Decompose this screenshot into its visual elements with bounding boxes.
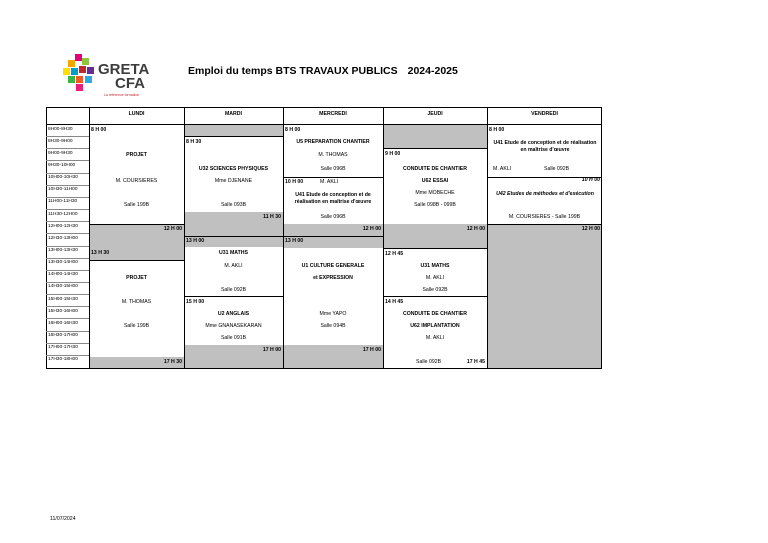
mercredi-pm-end: 17 H 00 — [362, 347, 381, 353]
jeudi-pm2-teacher: M. AKLI — [425, 335, 445, 341]
jeudi-pm2-end: 17 H 45 — [466, 359, 485, 365]
day-header-jeudi: JEUDI — [427, 111, 443, 117]
time-row-line — [46, 221, 89, 222]
jeudi-pm-teacher: M. AKLI — [425, 275, 445, 281]
col-line-mardi — [283, 107, 284, 369]
day-header-mardi: MARDI — [224, 111, 242, 117]
jeudi-course: CONDUITE DE CHANTIER — [403, 166, 467, 172]
time-row-line — [46, 306, 89, 307]
mercredi-teacher: M. THOMAS — [318, 152, 348, 158]
time-slot-label: 11H30-12H00 — [48, 211, 78, 217]
jeudi-pm-start: 12 H 45 — [385, 251, 404, 257]
mercredi-end: 12 H 00 — [362, 226, 381, 232]
mardi-course: U32 SCIENCES PHYSIQUES — [198, 166, 269, 172]
logo-mosaic-icon — [63, 54, 94, 91]
vendredi-room: Salle 092B — [544, 166, 570, 172]
block-line — [89, 260, 184, 261]
page-title — [188, 65, 458, 77]
logo-brand-top: GRETA — [98, 61, 150, 78]
time-slot-label: 12H30-13H00 — [48, 235, 78, 241]
mercredi-mid-course: U41 Etude de conception et de réalisation en maîtrise d'œuvre — [294, 192, 372, 206]
time-row-line — [46, 294, 89, 295]
mardi-pm2-room: Salle 091B — [220, 335, 247, 341]
block-line — [184, 236, 283, 237]
jeudi-end: 12 H 00 — [466, 226, 485, 232]
block-line — [383, 248, 487, 249]
col-line-jeudi — [487, 107, 488, 369]
time-row-line — [46, 318, 89, 319]
time-slot-label: 9H30-10H00 — [48, 162, 76, 168]
time-slot-label: 11H00-11H30 — [48, 199, 78, 205]
lundi-room: Salle 199B — [123, 202, 150, 208]
vendredi-course: U41 Etude de conception et de réalisation en maîtrise d'œuvre — [493, 140, 597, 154]
lundi-pm-start: 13 H 30 — [91, 250, 110, 256]
block-line — [184, 296, 283, 297]
greta-cfa-logo — [58, 50, 158, 100]
time-slot-label: 8H00-8H30 — [48, 126, 73, 132]
time-slot-label: 13H00-13H30 — [48, 248, 78, 253]
time-row-line — [46, 148, 89, 149]
jeudi-pm2-start: 14 H 45 — [385, 299, 404, 305]
time-row-line — [46, 233, 89, 234]
lundi-pm-teacher: M. THOMAS — [121, 299, 152, 305]
jeudi-course2: U62 ESSAI — [421, 178, 449, 184]
jeudi-room: Salle 098B - 099B — [414, 202, 456, 208]
mardi-pm2-teacher: Mme GNANASEKARAN — [205, 323, 262, 329]
vendredi-start: 8 H 00 — [489, 127, 505, 133]
mercredi-room: Salle 096B — [320, 166, 346, 172]
time-row-line — [46, 185, 89, 186]
timetable — [46, 107, 602, 369]
mardi-teacher: Mme DJENANE — [214, 178, 253, 184]
header-line — [46, 124, 602, 125]
vendredi-mid-course: U42 Etudes de méthodes et d'exécution — [496, 191, 594, 197]
col-line-mercredi — [383, 107, 384, 369]
time-slot-label: 8H30-9H00 — [48, 138, 73, 144]
jeudi-start: 9 H 00 — [385, 151, 401, 157]
lundi-end: 12 H 00 — [163, 226, 182, 232]
col-line-time — [89, 107, 90, 369]
mardi-pm-start: 13 H 00 — [186, 238, 205, 244]
jeudi-teacher: Mme MOBECHE — [415, 190, 455, 196]
time-row-line — [46, 136, 89, 137]
time-slot-label: 15H30-16H00 — [48, 308, 78, 314]
mercredi-start: 8 H 00 — [285, 127, 301, 133]
lundi-teacher: M. COURSIERES — [115, 178, 158, 184]
mardi-pm-course: U31 MATHS — [218, 250, 248, 256]
time-slot-label: 16H30-17H00 — [48, 333, 78, 339]
vendredi-mid-start: 10 H 00 — [581, 177, 600, 183]
col-line-lundi — [184, 107, 185, 369]
time-row-line — [46, 160, 89, 161]
block-line — [283, 177, 383, 178]
time-slot-label: 14H30-15H00 — [48, 284, 78, 290]
time-slot-label: 17H30-18H00 — [48, 357, 78, 363]
time-slot-label: 14H00-14H30 — [48, 272, 78, 278]
time-row-line — [46, 258, 89, 259]
mardi-pm-room: Salle 092B — [220, 287, 247, 293]
block-line — [487, 224, 602, 225]
day-header-vendredi: VENDREDI — [531, 111, 558, 117]
jeudi-pm-course: U31 MATHS — [420, 263, 450, 269]
time-slot-label: 16H00-16H30 — [48, 320, 78, 326]
time-row-line — [46, 331, 89, 332]
jeudi-pm-room: Salle 092B — [422, 287, 448, 293]
mercredi-pm-course2: et EXPRESSION — [313, 275, 353, 281]
time-slot-label: 12H00-12H30 — [48, 223, 78, 229]
day-header-lundi: LUNDI — [128, 111, 145, 117]
mardi-start: 8 H 30 — [186, 139, 202, 145]
title-text: Emploi du temps BTS TRAVAUX PUBLICS — [188, 65, 398, 77]
time-row-line — [46, 270, 89, 271]
block-line — [89, 224, 184, 225]
time-row-line — [46, 355, 89, 356]
time-row-line — [46, 246, 89, 247]
lundi-pm-room: Salle 199B — [123, 323, 150, 329]
title-year: 2024-2025 — [407, 65, 458, 77]
jeudi-pm2-course2: U62 IMPLANTATION — [410, 323, 460, 329]
block-line — [283, 236, 383, 237]
mardi-room: Salle 093B — [220, 202, 247, 208]
time-row-line — [46, 197, 89, 198]
mardi-pm2-start: 15 H 00 — [186, 299, 205, 305]
vendredi-end: 12 H 00 — [581, 226, 600, 232]
logo-brand-bottom: CFA — [115, 75, 145, 92]
jeudi-pm2-room: Salle 092B — [416, 359, 442, 365]
block-line — [383, 148, 487, 149]
time-slot-label: 9H00-9H30 — [48, 150, 73, 156]
time-row-line — [46, 209, 89, 210]
time-slot-label: 10H00-10H30 — [48, 175, 78, 181]
mercredi-mid-start: 10 H 00 — [285, 179, 304, 185]
mercredi-pm-teacher: Mme YAPO — [319, 311, 347, 317]
time-slot-label: 10H30-11H00 — [48, 187, 78, 193]
mardi-pm2-end: 17 H 00 — [262, 347, 281, 353]
mardi-pm-teacher: M. AKLI — [224, 263, 243, 269]
time-slot-label: 13H30-14H00 — [48, 260, 78, 266]
mercredi-mid-teacher: M. AKLI — [320, 179, 339, 185]
jeudi-pm2-course: CONDUITE DE CHANTIER — [403, 311, 467, 317]
block-line — [184, 136, 283, 137]
lundi-course: PROJET — [126, 152, 147, 158]
vendredi-mid-teacher-room: M. COURSIERES - Salle 199B — [508, 214, 581, 220]
mercredi-pm-course: U1 CULTURE GENERALE — [301, 263, 365, 269]
lundi-pm-course: PROJET — [126, 275, 147, 281]
logo-tagline: La référence formation — [104, 93, 140, 97]
mercredi-mid-room: Salle 096B — [320, 214, 346, 220]
mardi-pm2-course: U2 ANGLAIS — [217, 311, 250, 317]
mercredi-pm-room: Salle 094B — [320, 323, 346, 329]
mardi-end: 11 H 30 — [263, 214, 281, 220]
block-line — [383, 296, 487, 297]
mercredi-pm-start: 13 H 00 — [285, 238, 304, 244]
lundi-pm-end: 17 H 30 — [163, 359, 182, 365]
day-header-mercredi: MERCREDI — [319, 111, 347, 117]
vendredi-teacher: M. AKLI — [493, 166, 512, 172]
time-row-line — [46, 343, 89, 344]
footer-date: 11/07/2024 — [50, 516, 76, 522]
time-slot-label: 15H00-15H30 — [48, 296, 78, 302]
lundi-start: 8 H 00 — [91, 127, 107, 133]
mercredi-course: U5 PREPARATION CHANTIER — [296, 139, 370, 145]
time-row-line — [46, 282, 89, 283]
time-row-line — [46, 173, 89, 174]
time-slot-label: 17H00-17H30 — [48, 345, 78, 351]
